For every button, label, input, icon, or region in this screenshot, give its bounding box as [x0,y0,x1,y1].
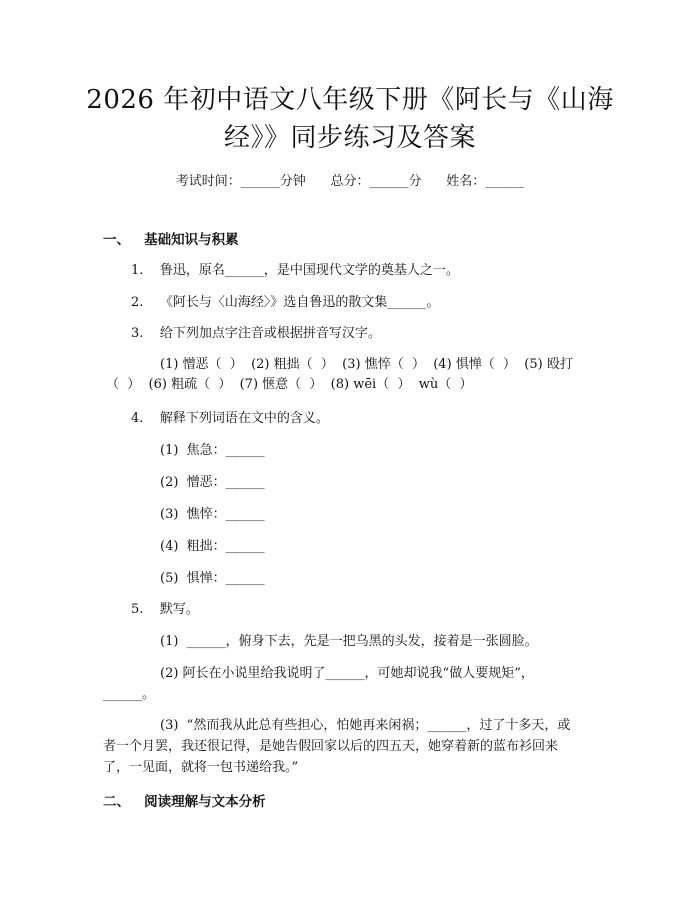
question-1: 1. 鲁迅，原名______，是中国现代文学的奠基人之一。 [131,263,459,278]
question-5-part-2-line-2: ______。 [103,687,156,702]
question-4-item: (1) 焦急：______ [160,443,265,458]
section-heading-2: 二、 阅读理解与文本分析 [103,794,266,810]
question-5-part-1: (1) ______，俯身下去，先是一把乌黑的头发，接着是一张圆脸。 [160,634,538,649]
question-4: 4. 解释下列词语在文中的含义。 [131,411,329,426]
question-4-item: (2) 憎恶：______ [160,475,265,490]
question-4-item: (4) 粗拙：______ [160,539,265,554]
question-5-part-2-line-1: (2) 阿长在小说里给我说明了______，可她却说我“做人要规矩”， [160,666,534,681]
question-3-items-line-1: (1) 憎恶（ ） (2) 粗拙（ ） (3) 憔悴（ ） (4) 惧惮（ ） (5) 殴打 [160,357,573,372]
question-2: 2. 《阿长与〈山海经〉》选自鲁迅的散文集______。 [131,295,440,310]
question-4-item: (3) 憔悴：______ [160,507,265,522]
exam-info-line: 考试时间：______分钟 总分：______分 姓名：______ [175,174,525,189]
question-5: 5. 默写。 [131,602,199,617]
document-title-line-1: 2026 年初中语文八年级下册《阿长与《山海 [86,85,614,115]
question-5-part-3-line-1: (3) “然而我从此总有些担心，怕她再来闲祸；______，过了十多天，或 [160,718,571,733]
document-title-line-2: 经》》同步练习及答案 [223,123,476,153]
question-4-item: (5) 惧惮：______ [160,571,265,586]
question-3: 3. 给下列加点字注音或根据拼音写汉字。 [131,326,381,341]
question-5-part-3-line-2: 者一个月罢，我还很记得，是她告假回家以后的四五天，她穿着新的蓝布衫回来 [103,739,559,754]
question-3-items-line-2: （ ） (6) 粗疏（ ） (7) 惬意（ ） (8) wēi（ ） wù（ ） [106,377,473,392]
question-5-part-3-line-3: 了，一见面，就将一包书递给我。” [103,760,299,775]
section-heading-1: 一、 基础知识与积累 [103,232,239,248]
